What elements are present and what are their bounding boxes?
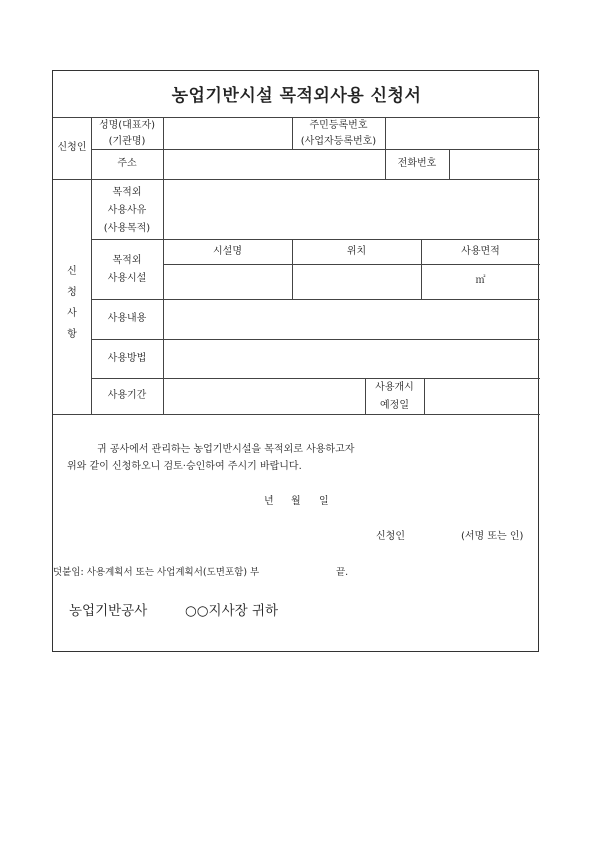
- purpose-label-line3: (사용목적): [103, 223, 151, 234]
- divider-purpose-end: [91, 239, 540, 240]
- phone-label: 전화번호: [397, 158, 437, 169]
- purpose-label-line2: 사용사유: [107, 205, 147, 216]
- date-year: 년: [264, 496, 274, 507]
- statement-line2: 위와 같이 신청하오니 검토·승인하여 주시기 바랍니다.: [67, 461, 302, 472]
- facility-label-line1: 목적외: [112, 255, 142, 266]
- application-form: [52, 70, 539, 652]
- purpose-label-line1: 목적외: [112, 187, 142, 198]
- signature-note: (서명 또는 인): [461, 531, 524, 542]
- org-label: (기관명): [108, 136, 146, 147]
- attachment-end: 끝.: [336, 567, 349, 578]
- address-label: 주소: [117, 158, 137, 169]
- applicant-section-label: 신청인: [57, 142, 87, 153]
- facility-location-header: 위치: [346, 246, 367, 257]
- facility-label-line2: 사용시설: [107, 273, 147, 284]
- period-label: 사용기간: [107, 390, 147, 401]
- form-title: 농업기반시설 목적외사용 신청서: [171, 86, 422, 106]
- request-section-char: 사: [67, 308, 77, 319]
- facility-area-header: 사용면적: [461, 246, 500, 257]
- request-section-char: 항: [67, 329, 77, 340]
- divider-facility-header: [163, 264, 540, 265]
- business-id-label: (사업자등록번호): [300, 136, 377, 147]
- name-field[interactable]: [164, 119, 291, 148]
- method-label: 사용방법: [107, 353, 147, 364]
- divider-applicant-end: [53, 179, 540, 180]
- phone-field[interactable]: [450, 151, 539, 178]
- addressee-branch: ○○지사장 귀하: [185, 603, 279, 619]
- start-label-line1: 사용개시: [375, 382, 414, 393]
- id-label: 주민등록번호: [309, 120, 368, 131]
- date-month: 월: [291, 496, 301, 507]
- statement-line1: 귀 공사에서 관리하는 농업기반시설을 목적외로 사용하고자: [97, 444, 355, 455]
- divider-content-end: [91, 339, 540, 340]
- id-field[interactable]: [386, 119, 539, 148]
- facility-name-header: 시설명: [213, 246, 242, 257]
- signer-label: 신청인: [376, 531, 405, 542]
- attachment-note: 덧붙임: 사용계획서 또는 사업계획서(도면포함) 부: [53, 567, 260, 578]
- purpose-field[interactable]: [164, 181, 539, 238]
- request-section-char: 청: [67, 287, 77, 298]
- divider-title: [53, 117, 540, 118]
- date-day: 일: [319, 496, 329, 507]
- request-section-char: 신: [67, 266, 77, 277]
- addressee-org: 농업기반공사: [69, 603, 148, 619]
- divider-request-end: [53, 414, 540, 415]
- start-date-field[interactable]: [425, 380, 539, 413]
- divider-applicant-mid: [91, 149, 540, 150]
- content-label: 사용내용: [107, 313, 147, 324]
- name-label: 성명(대표자): [98, 120, 156, 131]
- divider-facility-end: [91, 299, 540, 300]
- period-field[interactable]: [164, 380, 364, 413]
- start-label-line2: 예정일: [380, 400, 409, 411]
- content-field[interactable]: [164, 301, 539, 338]
- method-field[interactable]: [164, 341, 539, 377]
- facility-location-field[interactable]: [293, 266, 420, 298]
- area-unit: ㎡: [475, 275, 486, 286]
- facility-name-field[interactable]: [164, 266, 291, 298]
- divider-method-end: [91, 378, 540, 379]
- address-field[interactable]: [164, 151, 384, 178]
